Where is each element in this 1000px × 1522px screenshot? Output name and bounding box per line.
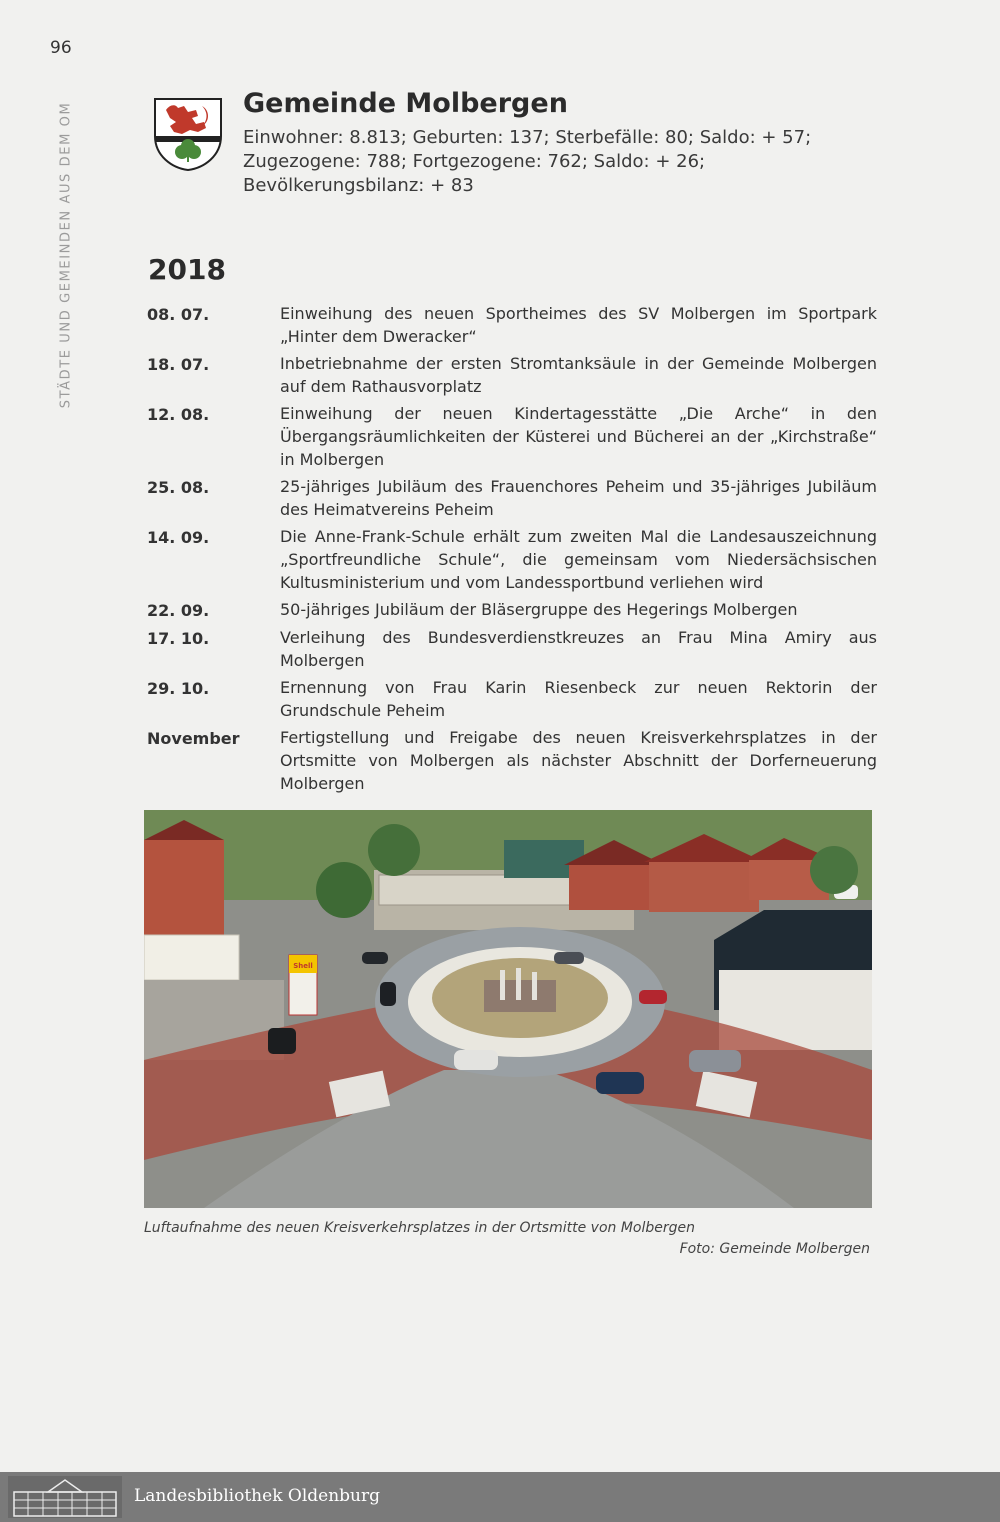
- event-row: [147, 726, 877, 795]
- photo-credit: Foto: Gemeinde Molbergen: [679, 1241, 870, 1257]
- event-text: Einweihung der neuen Kindertagesstätte „Die Arche“ in den Übergangsräumlichkeiten der Küsterei und Bücherei an der „Kirchstraße“ in Molbergen: [280, 404, 877, 469]
- event-row: [147, 676, 877, 722]
- event-text: Inbetriebnahme der ersten Stromtanksäule in der Gemeinde Molbergen auf dem Rathausvorplatz: [280, 354, 877, 396]
- event-date: 12. 08.: [147, 405, 210, 424]
- event-text: Ernennung von Frau Karin Riesenbeck zur neuen Rektorin der Grundschule Peheim: [280, 678, 877, 720]
- event-row: [147, 402, 877, 471]
- page-number: 96: [50, 38, 72, 58]
- event-row: [147, 626, 877, 672]
- event-list: [147, 302, 877, 799]
- event-date: 17. 10.: [147, 629, 210, 648]
- event-date: 29. 10.: [147, 679, 210, 698]
- event-row: [147, 302, 877, 348]
- event-text: Die Anne-Frank-Schule erhält zum zweiten Mal die Landesauszeichnung „Sportfreundliche Schule“, die gemeinsam vom Niedersächsischen Kultusministerium und vom Landessportbund verliehen wird: [280, 527, 877, 592]
- roundabout-aerial-photo: [144, 810, 872, 1208]
- photo-caption: Luftaufnahme des neuen Kreisverkehrsplatzes in der Ortsmitte von Molbergen: [144, 1220, 696, 1236]
- stats-line: Einwohner: 8.813; Geburten: 137; Sterbefälle: 80; Saldo: + 57;: [243, 127, 812, 148]
- population-stats: [243, 126, 883, 198]
- event-text: 50-jähriges Jubiläum der Bläsergruppe des Hegerings Molbergen: [280, 600, 798, 619]
- event-date: 25. 08.: [147, 478, 210, 497]
- chronicle-year: 2018: [148, 253, 226, 286]
- shell-sign-text: Shell: [293, 962, 313, 970]
- event-text: 25-jähriges Jubiläum des Frauenchores Peheim und 35-jähriges Jubiläum des Heimatvereins Peheim: [280, 477, 877, 519]
- event-date: 14. 09.: [147, 528, 210, 547]
- library-footer: [0, 1472, 1000, 1522]
- library-building-icon: [8, 1476, 122, 1518]
- event-row: [147, 525, 877, 594]
- event-text: Fertigstellung und Freigabe des neuen Kreisverkehrsplatzes in der Ortsmitte von Molbergen als nächster Abschnitt der Dorferneuerung Molbergen: [280, 728, 877, 793]
- event-row: [147, 598, 877, 622]
- event-date: November: [147, 729, 240, 748]
- event-date: 08. 07.: [147, 305, 210, 324]
- library-name: Landesbibliothek Oldenburg: [134, 1486, 381, 1506]
- section-side-label: STÄDTE UND GEMEINDEN AUS DEM OM: [58, 101, 74, 409]
- stats-line: Zugezogene: 788; Fortgezogene: 762; Saldo: + 26;: [243, 151, 706, 172]
- event-row: [147, 475, 877, 521]
- event-text: Verleihung des Bundesverdienstkreuzes an Frau Mina Amiry aus Molbergen: [280, 628, 877, 670]
- event-text: Einweihung des neuen Sportheimes des SV Molbergen im Sportpark „Hinter dem Dweracker“: [280, 304, 877, 346]
- stats-line: Bevölkerungsbilanz: + 83: [243, 175, 474, 196]
- event-date: 22. 09.: [147, 601, 210, 620]
- municipality-title: Gemeinde Molbergen: [243, 88, 568, 119]
- coat-of-arms-icon: [152, 96, 224, 172]
- event-row: [147, 352, 877, 398]
- event-date: 18. 07.: [147, 355, 210, 374]
